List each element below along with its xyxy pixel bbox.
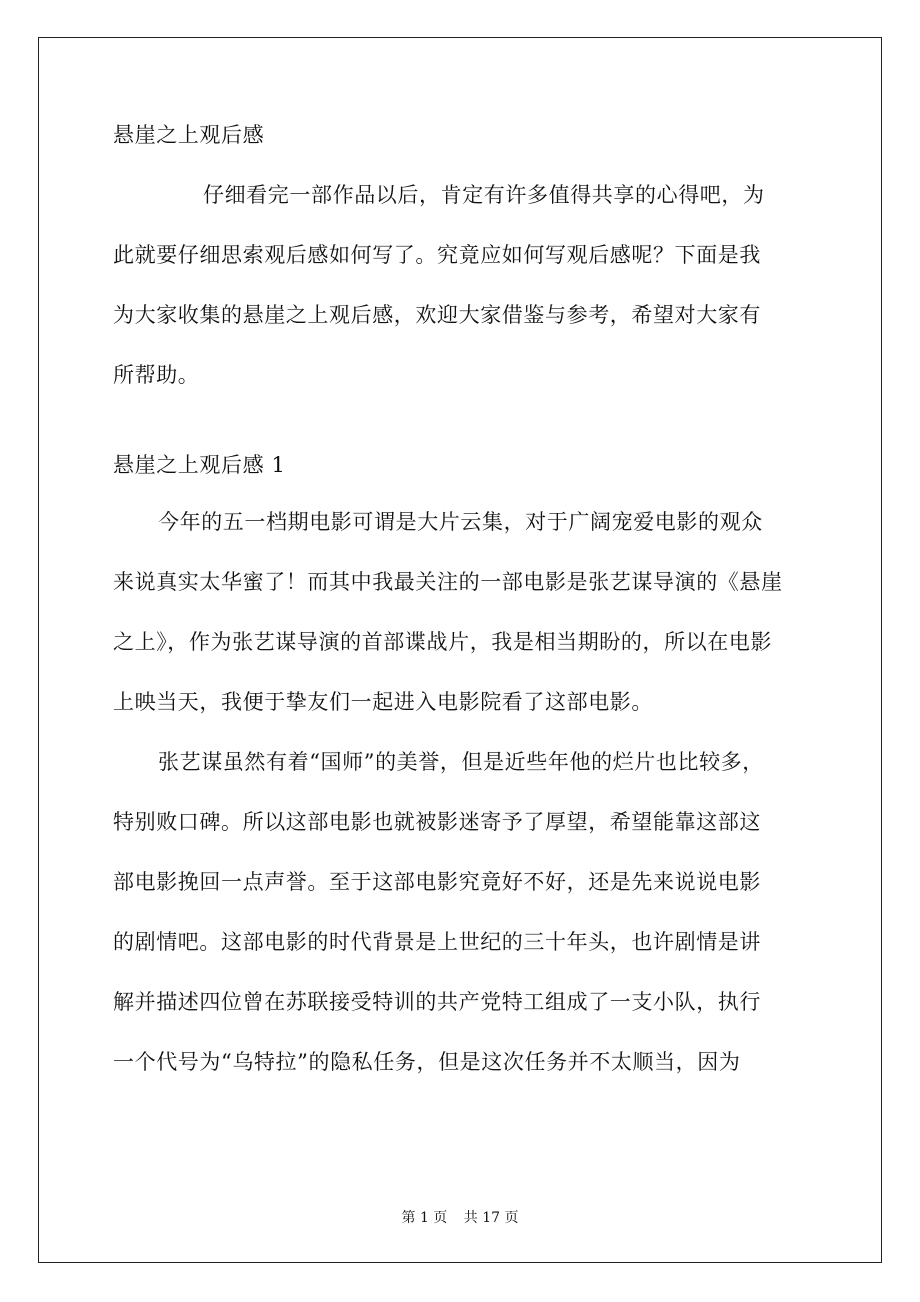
- document-title: 悬崖之上观后感: [113, 123, 265, 147]
- intro-line: 仔细看完一部作品以后，肯定有许多值得共享的心得吧，为: [203, 183, 765, 207]
- paragraph-line: 之上》，作为张艺谋导演的首部谍战片，我是相当期盼的，所以在电影: [113, 630, 773, 654]
- document-body: [113, 120, 825, 1077]
- intro-line: 此就要仔细思索观后感如何写了。究竟应如何写观后感呢？下面是我: [113, 243, 761, 267]
- page-total: 共 17 页: [463, 1210, 519, 1226]
- section-title: 悬崖之上观后感 1: [113, 453, 286, 477]
- paragraph-line: 来说真实太华蜜了！而其中我最关注的一部电影是张艺谋导演的《悬崖: [113, 570, 783, 594]
- page-footer: [0, 1207, 920, 1227]
- paragraph-1: [113, 507, 825, 717]
- paragraph-line: 上映当天，我便于挚友们一起进入电影院看了这部电影。: [113, 690, 653, 714]
- intro-line: 为大家收集的悬崖之上观后感，欢迎大家借鉴与参考，希望对大家有: [113, 303, 761, 327]
- page-number: 第 1 页: [401, 1210, 448, 1226]
- paragraph-line: 特别败口碑。所以这部电影也就被影迷寄予了厚望，希望能靠这部这: [113, 810, 761, 834]
- paragraph-2: [113, 747, 825, 1077]
- paragraph-line: 一个代号为“乌特拉”的隐私任务，但是这次任务并不太顺当，因为: [113, 1050, 741, 1074]
- paragraph-line: 的剧情吧。这部电影的时代背景是上世纪的三十年头，也许剧情是讲: [113, 930, 761, 954]
- paragraph-line: 解并描述四位曾在苏联接受特训的共产党特工组成了一支小队，执行: [113, 990, 761, 1014]
- paragraph-line: 张艺谋虽然有着“国师”的美誉，但是近些年他的烂片也比较多，: [158, 750, 764, 774]
- intro-paragraph: [113, 180, 825, 390]
- paragraph-line: 今年的五一档期电影可谓是大片云集，对于广阔宠爱电影的观众: [158, 510, 763, 534]
- intro-line: 所帮助。: [113, 363, 200, 387]
- paragraph-line: 部电影挽回一点声誉。至于这部电影究竟好不好，还是先来说说电影: [113, 870, 761, 894]
